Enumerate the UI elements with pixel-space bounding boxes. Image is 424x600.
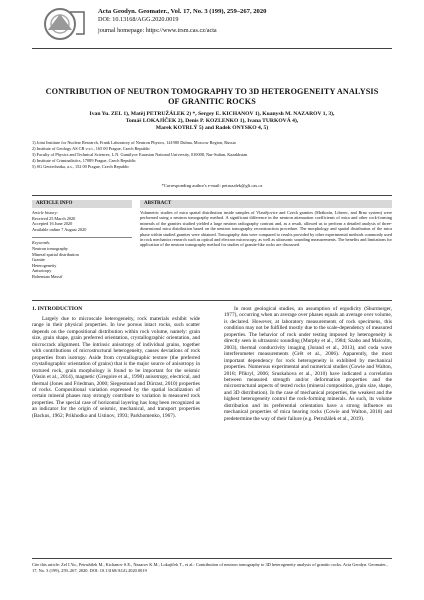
section-heading-introduction: 1. INTRODUCTION <box>32 306 83 312</box>
history-label: Article history: <box>32 210 59 215</box>
article-info-heading: ARTICLE INFO <box>32 200 132 208</box>
abstract-heading: ABSTRACT <box>140 200 392 208</box>
footer-rule <box>32 558 392 559</box>
affiliation: 2) Institute of Geology AS CR v.v.i., 165 00 Prague, Czech Republic <box>32 146 151 152</box>
affiliation: 1) Joint Institute for Nuclear Research, Frank Laboratory of Neutron Physics, 141980 Dubna, Moscow Region, Russia <box>32 140 236 145</box>
authors-line-2: Tomáš LOKAJÍČEK 2), Denis P. KOZLENKO 1), Ivana TURKOVÁ 4), <box>125 118 299 124</box>
journal-logo <box>40 4 88 44</box>
affiliations <box>32 140 392 170</box>
available-date: Available online 7 August 2020 <box>32 226 87 232</box>
body-column-left <box>32 316 200 419</box>
accepted-date: Accepted 16 June 2020 <box>32 221 73 227</box>
affiliation: 4) Institute of Criminalistics, 17089 Prague, Czech Republic <box>32 158 136 164</box>
journal-citation: Acta Geodyn. Geomater., Vol. 17, No. 3 (199), 259–267, 2020 <box>98 8 267 15</box>
affiliation: 3) Faculty of Physics and Technical Sciences, L.N. Gumilyov Eurasian National University, 010008, Nur-Sultan, Kazakhstan <box>32 152 248 158</box>
corresponding-author: *Corresponding author's e-mail: petruzalek@gli.cas.cz <box>161 183 263 188</box>
authors-line-1: Ivan Yu. ZEL 1), Matěj PETRUŽÁLEK 2) *, Sergey E. KICHANOV 1), Kuanysh M. NAZAROV 1, 3), <box>89 111 335 117</box>
body-column-right <box>224 306 392 422</box>
intro-paragraph-right: In most geological studies, an assumption of ergodicity (Shurmerger, 1977), occurring when an average over phases equals an average over volume, is declared. However, at laboratory measurements of rock specimens, this condition may not be fulfilled mostly due to the scale-dependency of measured properties. The behavior of rock under testing imposed by heterogeneity is directly seen in ultrasonic sounding (Murphy et al., 1984; Szabo and Malcolm, 2003), thermal conductivity imaging (Jorand et al., 2013), and coda wave interferometer measurements (Grêt et al., 2006). Apparently, the most important dependency for rock heterogeneity is exhibited by mechanical properties. Numerous experimental and numerical studies (Cowie and Walton, 2018; Přikryl, 2006; Sruskahova et al., 2010) have indicated a correlation between measured strength and/or deformation properties and the microstructural aspects of tested rocks (mineral composition, grain size, shape, and 3D distribution). In the case of mechanical properties, the weakest and the highest heterogeneity control the rock-forming minerals. As such, its volume distribution and its preferential orientation have a strong influence on mechanical properties of mica bearing rocks (Cowie and Walton, 2018) and predetermine the way of their failure (e.g. Petružálek et al., 2019). <box>224 306 392 422</box>
keyword: Bohemian Massif <box>32 273 63 279</box>
authors <box>32 111 392 132</box>
journal-homepage[interactable]: journal homepage: https://www.irsm.cas.cz/acta <box>98 27 217 35</box>
journal-doi: DOI: 10.13168/AGG.2020.0019 <box>98 15 179 23</box>
abstract-text: Volumetric studies of mica spatial distribution inside samples of Vlastějovice and Czech granites (Mrákotín, Liberec, and Brno system) were performed using a neutron tomography method. A significant difference in the neutron attenuation coefficients of mica and other rock-forming minerals of the granites studied yielded a large neutron radiography contrast and, as a result, allowed us to perform a detailed analysis of three-dimensional mica distribution based on the neutron tomography reconstruction procedure. The morphology and spatial distribution of the mica phase within studied granites were obtained. Tomography data were compared to results provided by other experimental methods commonly used in rock mechanics research such as optical and electron microscopy, as well as ultrasonic sounding measurements. The benefits and limitations for application of the neutron tomography method for studies of granite-like rocks are discussed. <box>140 210 392 248</box>
keyword: Heterogeneity <box>32 262 57 268</box>
affiliation: 5) SG Geotechnika, a.s., 152 00 Prague, Czech Republic <box>32 164 130 170</box>
keyword: Mineral spatial distribution <box>32 251 79 257</box>
section-rule <box>32 195 392 196</box>
article-info <box>32 210 132 280</box>
keyword: Anisotropy <box>32 268 52 274</box>
abstract-rule <box>32 300 392 301</box>
title-line-2: OF GRANITIC ROCKS <box>168 97 256 106</box>
keyword: Granite <box>32 257 45 263</box>
authors-line-3: Marek KOTRLÝ 5) and Radek ONYSKO 4, 5) <box>155 125 269 131</box>
received-date: Received 25 March 2020 <box>32 215 76 221</box>
header-rule <box>32 48 392 49</box>
journal-header <box>98 8 266 35</box>
article-title <box>32 87 392 107</box>
title-line-1: CONTRIBUTION OF NEUTRON TOMOGRAPHY TO 3D HETEROGENEITY ANALYSIS <box>45 87 379 96</box>
keyword: Neutron tomography <box>32 245 68 251</box>
citation-footer: Cite this article: Zel I.Yu., Petružálek M., Kichanov S.E., Nazarov K.M., Lokajíček T., et al.: Contribution of neutron tomography to 3D heterogeneity analysis of granitic rocks. Acta Geodyn. Geomater., 17, No. 3 (199), 259–267, 2020. DOI: 10.13168/AGG.2020.0019 <box>32 562 388 573</box>
intro-paragraph: Largely due to microscale heterogeneity, rock materials exhibit wide range in their physical properties. In low porous intact rocks, such scatter depends on the compositional distribution within rock volume, namely: grain size, grain shape, grain preferred orientation, crystallographic orientation, and microcrack alignment. The intrinsic anisotropy of individual grains, together with contributions of microstructural heterogeneity, causes deviations of rock properties from isotropy. Aside from crystallographic texture (the preferred crystallographic orientation of grains) that is the major source of anisotropy in textured rock, grain morphology is found to be important for the seismic (Vasin et al., 2014), magnetic (Gregoire et al., 1998) anisotropy, electrical, and thermal (Jones and Friedman, 2000; Siegesmund and Dürrast, 2010) properties of rocks. Compositional variation expressed by the spatial localization of certain mineral phases may strongly contribute to variation in measured rock properties. The special case of horizontal layering has long been recognized as an indicator for the origin of seismic, mechanical, and transport properties (Backus, 1962; Prikhodko and Ustinov, 1993; Parkhomenko, 1967). <box>32 316 200 419</box>
keywords-label: Keywords: <box>32 237 132 246</box>
